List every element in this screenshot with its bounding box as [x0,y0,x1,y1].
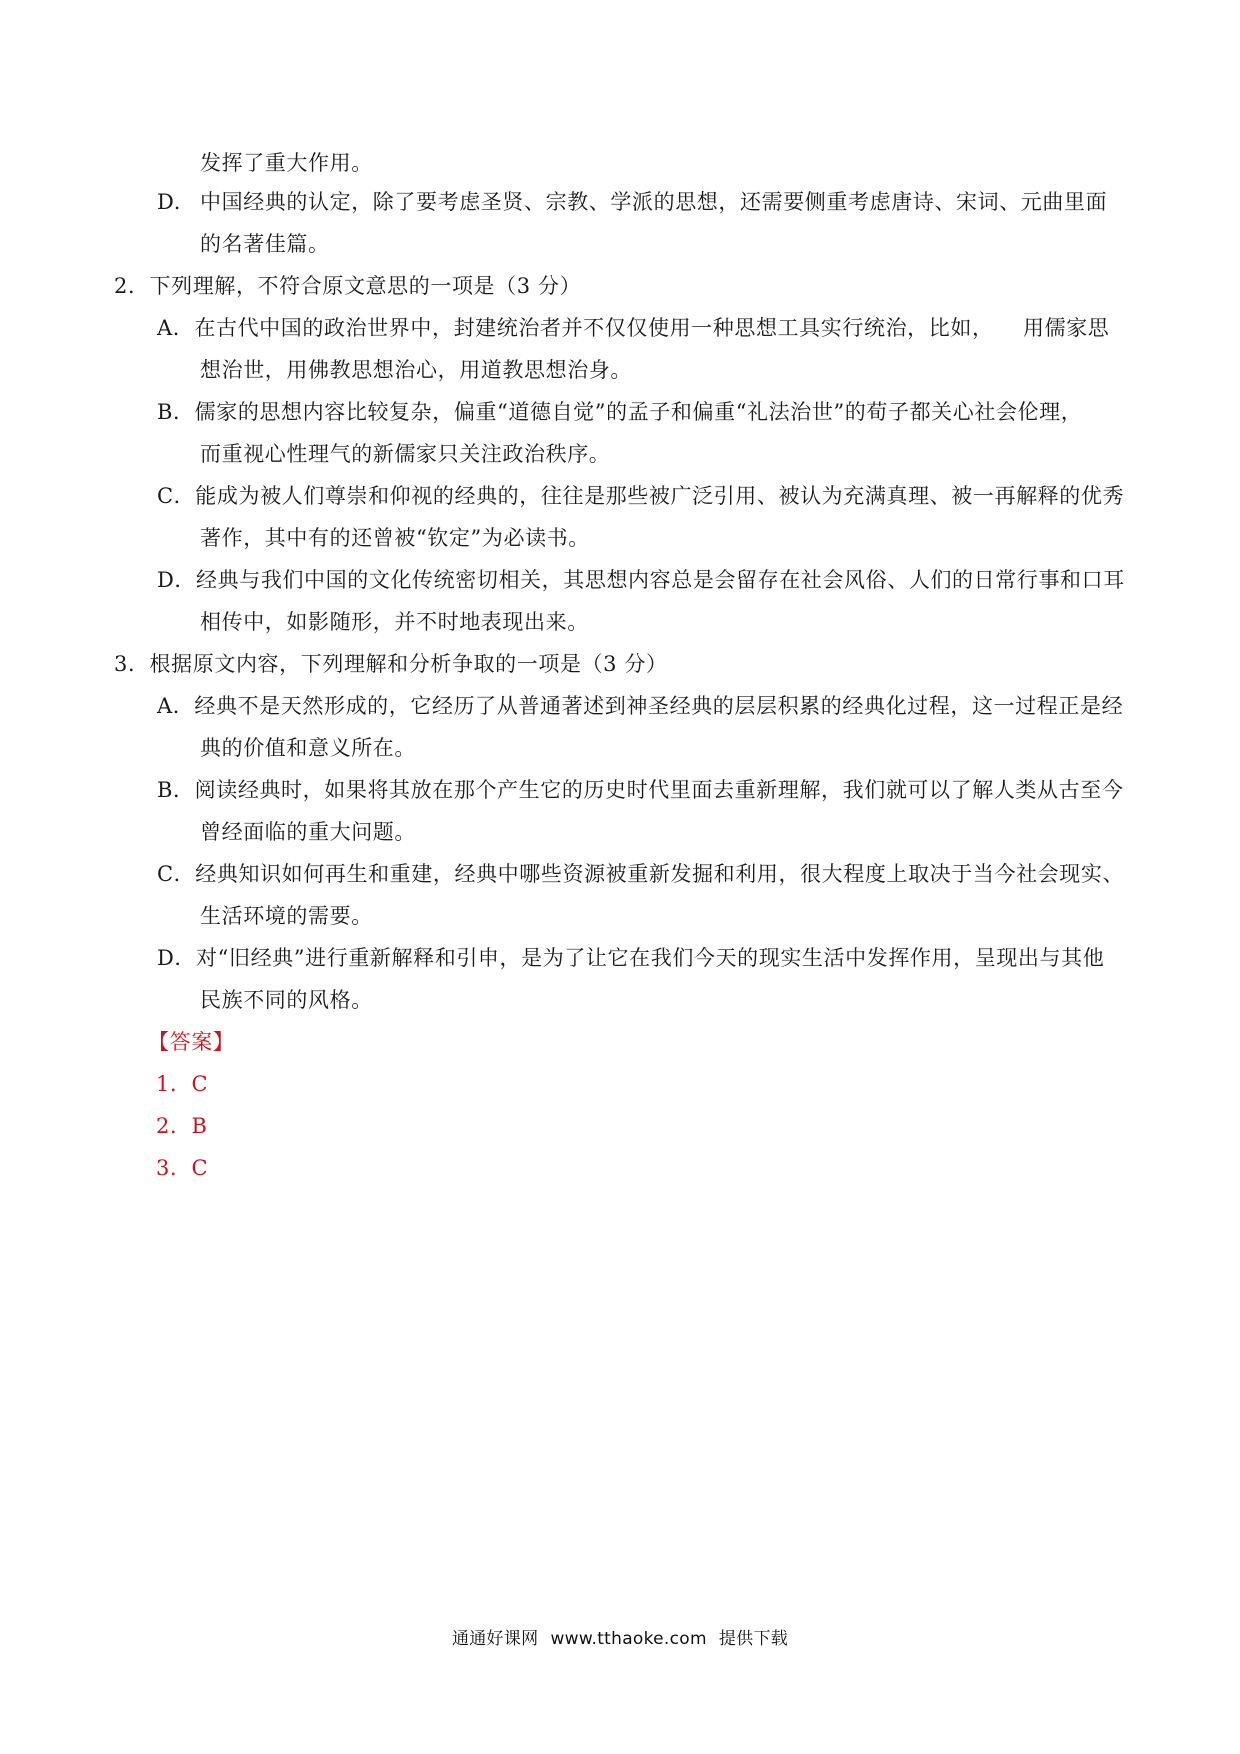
q2-option-b-text: 儒家的思想内容比较复杂，偏重“道德自觉”的孟子和偏重“礼法治世”的荀子都关心社会伦理， [194,400,1083,424]
answer-item-3: 3．C [156,1156,209,1180]
q2-option-b-label: B． [157,400,195,424]
q3-option-a-label: A． [157,694,195,718]
q2-option-b-line2: 而重视心性理气的新儒家只关注政治秩序。 [200,442,611,466]
q2-option-c-text: 能成为被人们尊崇和仰视的经典的，往往是那些被广泛引用、被认为充满真理、被一再解释的优秀 [195,484,1125,508]
q2-option-c-label: C． [157,484,196,508]
question-3-stem: 3．根据原文内容，下列理解和分析争取的一项是（3 分） [114,652,668,676]
q2-option-b-line1 [157,398,1082,426]
q2-option-d-line1 [157,566,1125,594]
q3-option-c-line2: 生活环境的需要。 [200,904,373,928]
page-footer [0,1624,1240,1649]
q2-option-a-line1-tail: 用儒家思 [1023,316,1110,340]
q2-option-d-line2: 相传中，如影随形，并不时地表现出来。 [200,610,589,634]
q3-option-b-line2: 曾经面临的重大问题。 [200,820,416,844]
q2-option-d-label: D． [157,568,197,592]
q3-option-c-line1 [157,860,1124,888]
q3-option-a-line1 [157,692,1123,720]
prev-option-d-line2: 的名著佳篇。 [200,232,330,256]
q3-option-b-line1 [157,776,1123,804]
q3-option-b-text: 阅读经典时，如果将其放在那个产生它的历史时代里面去重新理解，我们就可以了解人类从古至今 [194,778,1124,802]
q3-option-c-label: C． [157,862,196,886]
prev-option-d-line1 [157,188,1107,216]
footer-suffix: 提供下载 [718,1629,789,1649]
prev-option-c-continuation: 发挥了重大作用。 [200,151,373,175]
prev-option-d-text: 中国经典的认定，除了要考虑圣贤、宗教、学派的思想，还需要侧重考虑唐诗、宋词、元曲里面 [200,190,1108,214]
q3-option-a-text: 经典不是天然形成的，它经历了从普通著述到神圣经典的层层积累的经典化过程，这一过程正是经 [194,694,1124,718]
answer-item-1: 1．C [156,1072,209,1096]
q2-option-a-text: 在古代中国的政治世界中，封建统治者并不仅仅使用一种思想工具实行统治，比如， [194,316,994,340]
q3-option-d-label: D． [157,946,197,970]
q2-option-a-line1 [157,314,994,342]
q2-option-d-text: 经典与我们中国的文化传统密切相关，其思想内容总是会留存在社会风俗、人们的日常行事和口耳 [196,568,1125,592]
answer-item-2: 2．B [156,1114,208,1138]
answer-heading: 【答案】 [148,1030,235,1054]
q3-option-d-line2: 民族不同的风格。 [200,988,373,1012]
q3-option-d-text: 对“旧经典”进行重新解释和引申，是为了让它在我们今天的现实生活中发挥作用，呈现出与其他 [196,946,1105,970]
q2-option-c-line1 [157,482,1124,510]
q3-option-a-line2: 典的价值和意义所在。 [200,736,416,760]
q2-option-c-line2: 著作，其中有的还曾被“钦定”为必读书。 [200,526,590,550]
q2-option-a-line2: 想治世，用佛教思想治心，用道教思想治身。 [200,358,632,382]
q3-option-d-line1 [157,944,1104,972]
q3-option-b-label: B． [157,778,195,802]
prev-option-d-label: D. [157,190,181,214]
footer-url[interactable]: www.tthaoke.com [550,1629,707,1649]
q2-option-a-label: A． [157,316,195,340]
footer-site-name: 通通好课网 [451,1629,539,1649]
question-2-stem: 2．下列理解，不符合原文意思的一项是（3 分） [114,274,582,298]
q3-option-c-text: 经典知识如何再生和重建，经典中哪些资源被重新发掘和利用，很大程度上取决于当今社会现实、 [195,862,1125,886]
